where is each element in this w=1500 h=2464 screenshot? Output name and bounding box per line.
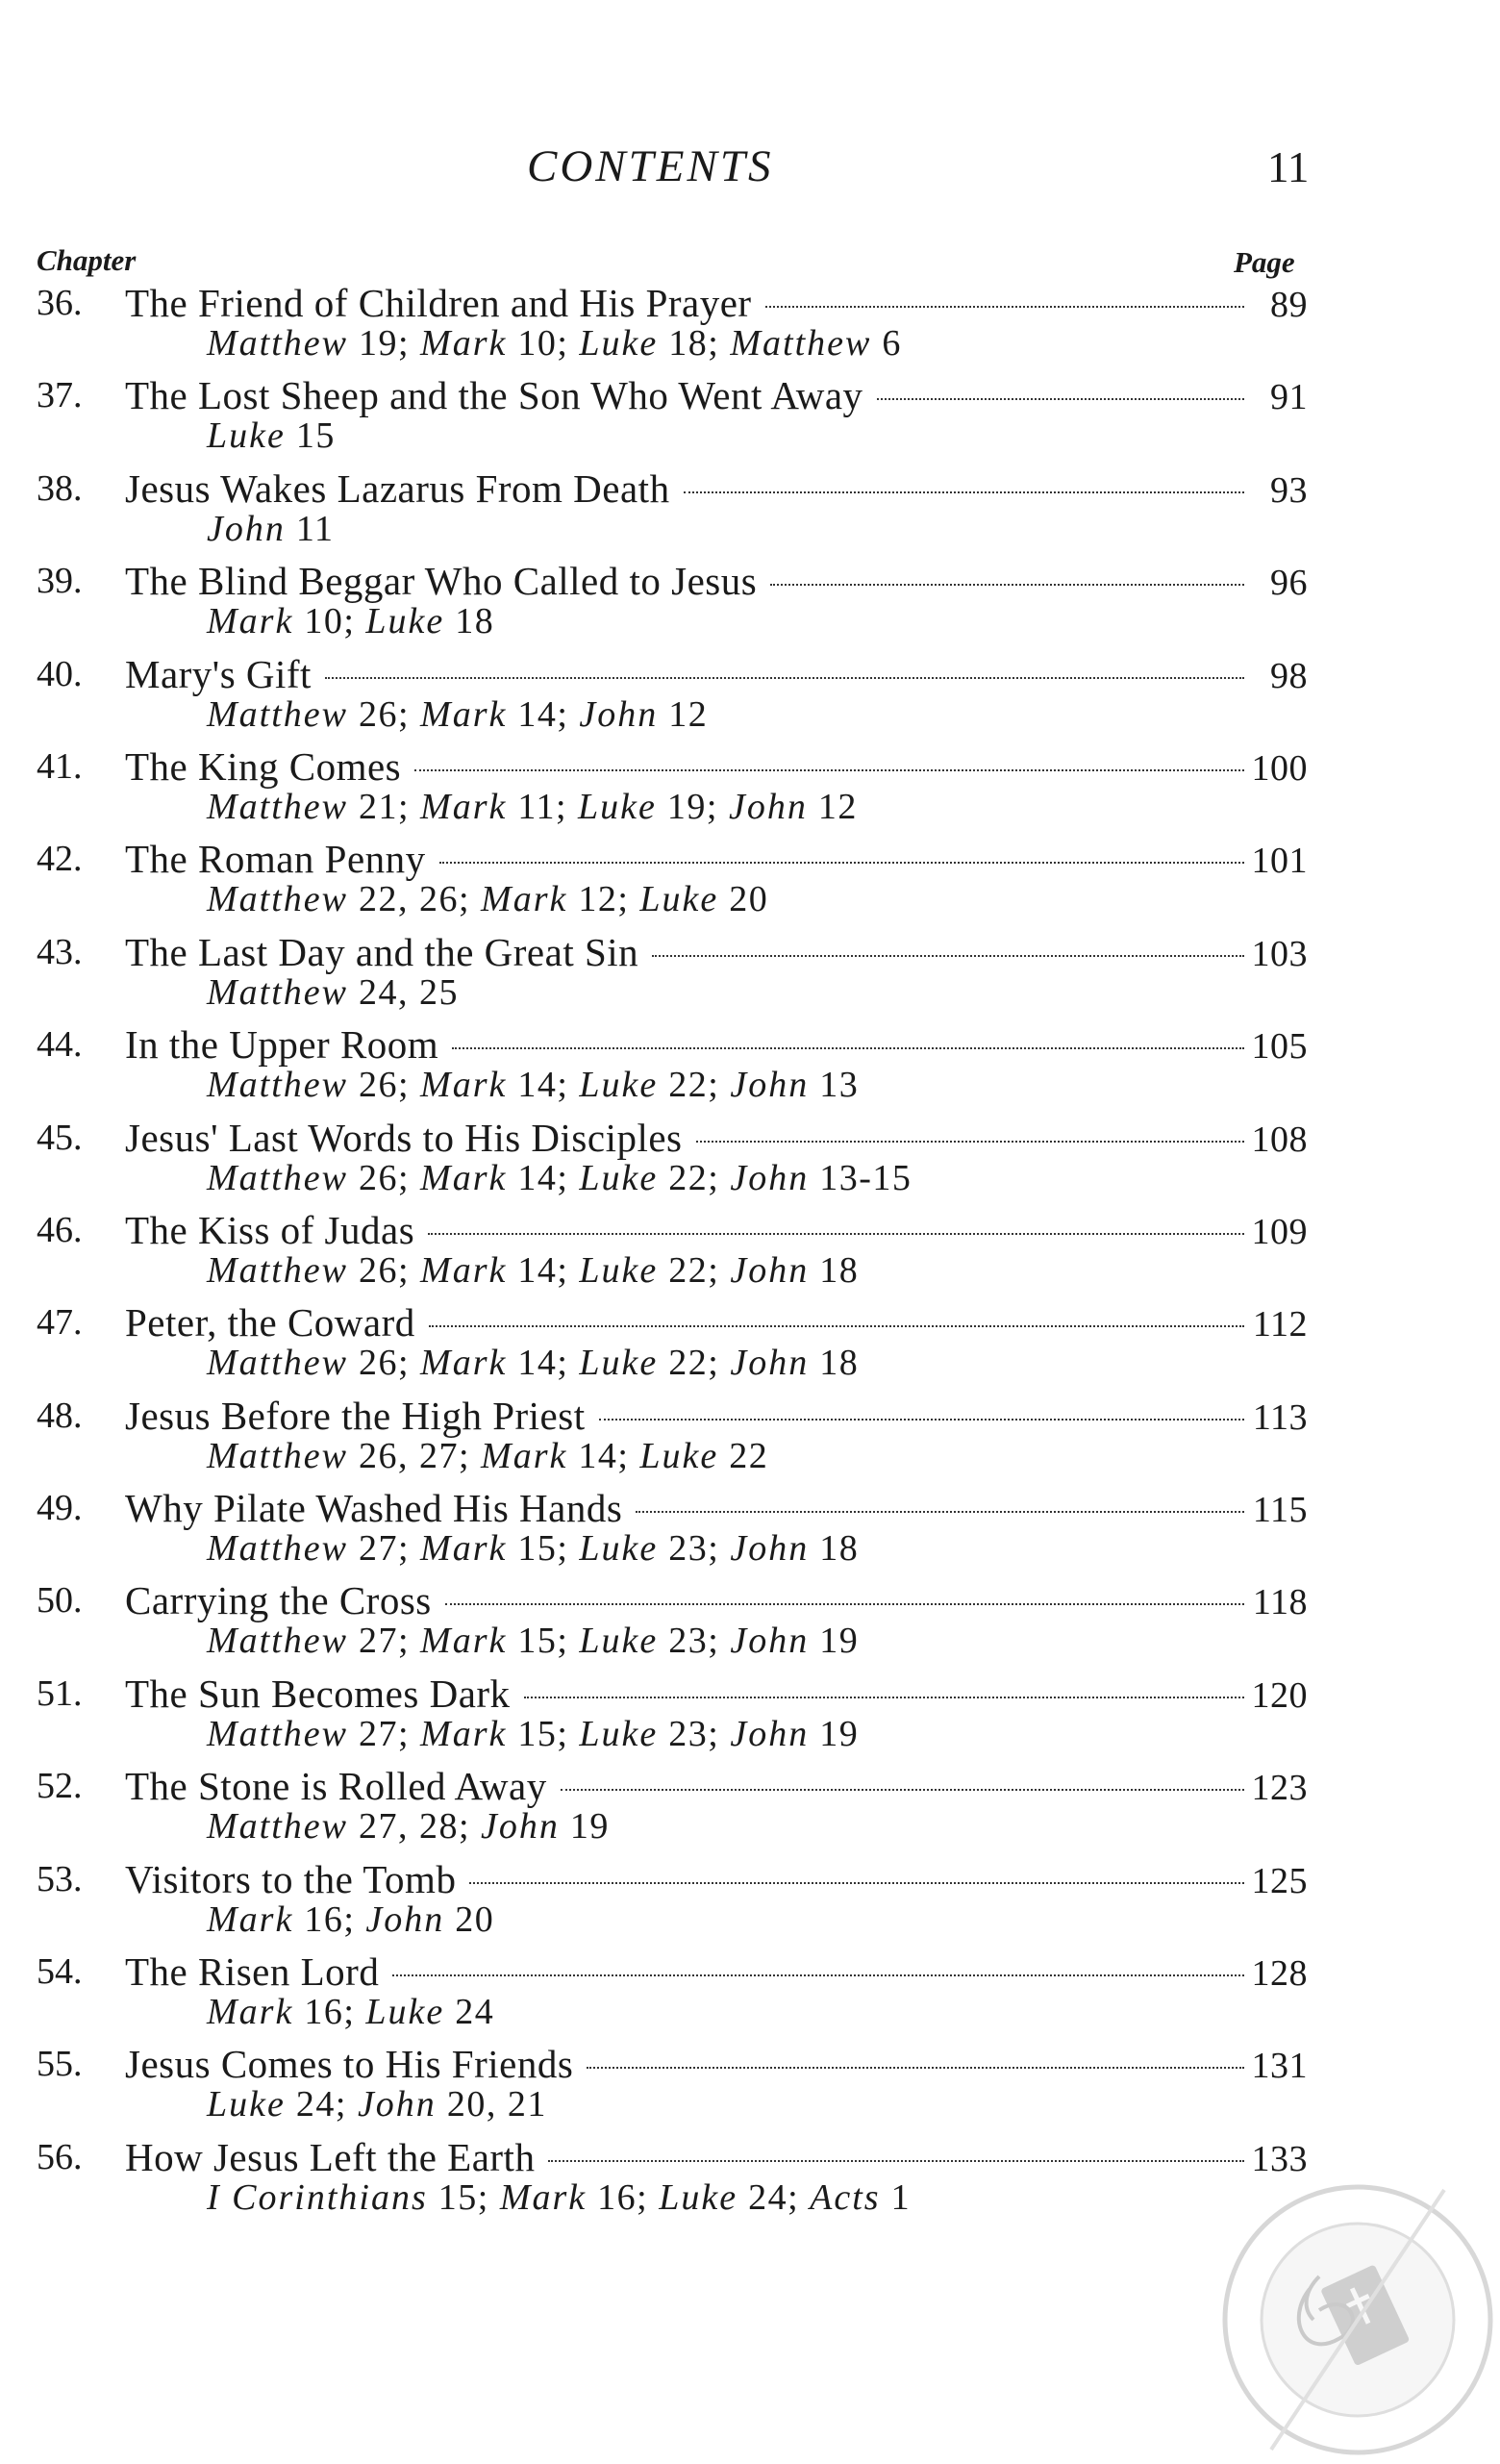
chapter-page-number: 98 <box>1270 655 1308 696</box>
scripture-references: Luke 24; John 20, 21 <box>207 2084 547 2125</box>
dot-leader <box>636 1510 1244 1513</box>
chapter-title: Jesus Before the High Priest <box>125 1393 586 1438</box>
toc-entry <box>0 465 1500 557</box>
chapter-title: The Sun Becomes Dark <box>125 1671 511 1716</box>
chapter-title: Mary's Gift <box>125 651 312 696</box>
chapter-page-number: 109 <box>1251 1211 1308 1252</box>
chapter-page-number: 113 <box>1252 1396 1308 1438</box>
chapter-number: 47. <box>37 1302 83 1344</box>
toc-entry <box>0 742 1500 835</box>
chapter-title: The King Comes <box>125 743 402 789</box>
toc-entry <box>0 1392 1500 1484</box>
chapter-column-label: Chapter <box>37 243 137 277</box>
chapter-title: How Jesus Left the Earth <box>125 2134 536 2179</box>
scripture-references: Matthew 27; Mark 15; Luke 23; John 19 <box>207 1621 860 1662</box>
chapter-page-number: 101 <box>1251 841 1308 882</box>
dot-leader <box>599 1418 1244 1421</box>
chapter-title: Peter, the Coward <box>125 1300 415 1345</box>
chapter-number: 52. <box>37 1766 83 1807</box>
dot-leader <box>429 1324 1244 1327</box>
page-column-label: Page <box>1234 245 1295 279</box>
dot-leader <box>439 861 1244 864</box>
chapter-page-number: 128 <box>1251 1953 1308 1995</box>
chapter-page-number: 91 <box>1270 377 1308 418</box>
chapter-page-number: 123 <box>1251 1768 1308 1809</box>
table-of-contents <box>0 279 1500 2225</box>
toc-entry <box>0 1670 1500 1762</box>
page-title: CONTENTS <box>527 141 774 191</box>
chapter-number: 55. <box>37 2044 83 2085</box>
column-headings <box>0 243 1500 282</box>
chapter-title: The Blind Beggar Who Called to Jesus <box>125 559 758 604</box>
chapter-number: 44. <box>37 1024 83 1066</box>
dot-leader <box>696 1140 1244 1143</box>
chapter-title: Jesus' Last Words to His Disciples <box>125 1115 683 1160</box>
toc-entry <box>0 279 1500 371</box>
chapter-title: The Last Day and the Great Sin <box>125 929 639 974</box>
scripture-references: Matthew 26; Mark 14; John 12 <box>207 693 709 735</box>
chapter-number: 41. <box>37 745 83 787</box>
chapter-number: 43. <box>37 931 83 972</box>
dot-leader <box>469 1881 1243 1884</box>
chapter-page-number: 103 <box>1251 933 1308 974</box>
toc-entry <box>0 2040 1500 2132</box>
chapter-number: 48. <box>37 1395 83 1436</box>
chapter-number: 46. <box>37 1209 83 1250</box>
chapter-number: 37. <box>37 375 83 416</box>
toc-entry <box>0 1206 1500 1298</box>
toc-entry <box>0 928 1500 1020</box>
chapter-title: The Lost Sheep and the Son Who Went Away <box>125 373 863 418</box>
scripture-references: Matthew 27, 28; John 19 <box>207 1806 610 1848</box>
chapter-title: The Kiss of Judas <box>125 1207 415 1252</box>
chapter-number: 56. <box>37 2136 83 2177</box>
dot-leader <box>561 1788 1244 1791</box>
scripture-references: Matthew 27; Mark 15; Luke 23; John 19 <box>207 1713 860 1754</box>
dot-leader <box>765 305 1244 308</box>
dot-leader <box>684 490 1244 493</box>
scripture-references: Matthew 19; Mark 10; Luke 18; Matthew 6 <box>207 323 902 364</box>
dot-leader <box>548 2159 1243 2162</box>
chapter-page-number: 105 <box>1251 1026 1308 1068</box>
chapter-page-number: 108 <box>1251 1119 1308 1160</box>
dot-leader <box>445 1602 1244 1605</box>
chapter-title: In the Upper Room <box>125 1022 439 1068</box>
chapter-title: Jesus Wakes Lazarus From Death <box>125 465 670 511</box>
toc-entry <box>0 1855 1500 1948</box>
scripture-references: Matthew 26; Mark 14; Luke 22; John 13 <box>207 1065 860 1106</box>
chapter-number: 36. <box>37 283 83 323</box>
dot-leader <box>587 2066 1243 2069</box>
dot-leader <box>428 1232 1243 1235</box>
chapter-title: The Risen Lord <box>125 1949 380 1995</box>
chapter-page-number: 125 <box>1251 1860 1308 1901</box>
scripture-references: Mark 16; Luke 24 <box>207 1992 495 2033</box>
toc-entry <box>0 557 1500 649</box>
toc-entry <box>0 371 1500 464</box>
scripture-references: Mark 10; Luke 18 <box>207 601 495 642</box>
toc-entry <box>0 1020 1500 1113</box>
chapter-page-number: 120 <box>1251 1674 1308 1716</box>
chapter-title: Why Pilate Washed His Hands <box>125 1486 623 1531</box>
toc-entry <box>0 650 1500 742</box>
chapter-number: 38. <box>37 467 83 509</box>
toc-entry <box>0 1762 1500 1854</box>
scripture-references: Matthew 24, 25 <box>207 971 459 1013</box>
page-number: 11 <box>1267 143 1310 191</box>
chapter-number: 54. <box>37 1951 83 1993</box>
scripture-references: Matthew 26, 27; Mark 14; Luke 22 <box>207 1435 769 1476</box>
toc-entry <box>0 1298 1500 1391</box>
scripture-references: Matthew 26; Mark 14; Luke 22; John 13-15 <box>207 1157 912 1198</box>
chapter-title: The Stone is Rolled Away <box>125 1764 547 1809</box>
scripture-references: Matthew 22, 26; Mark 12; Luke 20 <box>207 879 769 920</box>
chapter-page-number: 100 <box>1251 747 1308 789</box>
dot-leader <box>770 583 1244 586</box>
chapter-page-number: 96 <box>1270 563 1308 604</box>
scripture-references: Luke 15 <box>207 415 336 457</box>
toc-entry <box>0 1484 1500 1576</box>
dot-leader <box>414 768 1243 771</box>
dot-leader <box>392 1974 1243 1976</box>
chapter-number: 53. <box>37 1858 83 1899</box>
scripture-references: Matthew 26; Mark 14; Luke 22; John 18 <box>207 1343 860 1384</box>
watermark-stamp-logo <box>1213 2175 1500 2464</box>
toc-entry <box>0 1948 1500 2040</box>
toc-entry <box>0 1114 1500 1206</box>
chapter-title: Carrying the Cross <box>125 1578 432 1623</box>
chapter-number: 39. <box>37 561 83 602</box>
scripture-references: I Corinthians 15; Mark 16; Luke 24; Acts 1 <box>207 2176 912 2218</box>
dot-leader <box>877 397 1244 400</box>
scripture-references: Matthew 27; Mark 15; Luke 23; John 18 <box>207 1528 860 1570</box>
chapter-number: 42. <box>37 839 83 880</box>
running-head <box>0 140 1500 198</box>
chapter-page-number: 112 <box>1252 1304 1308 1345</box>
chapter-number: 51. <box>37 1672 83 1714</box>
chapter-page-number: 93 <box>1270 469 1308 511</box>
chapter-page-number: 89 <box>1270 285 1308 325</box>
chapter-number: 40. <box>37 653 83 694</box>
scripture-references: John 11 <box>207 508 335 549</box>
chapter-page-number: 131 <box>1251 2046 1308 2087</box>
dot-leader <box>652 954 1243 957</box>
chapter-title: The Friend of Children and His Prayer <box>125 281 752 325</box>
scripture-references: Matthew 26; Mark 14; Luke 22; John 18 <box>207 1249 860 1291</box>
dot-leader <box>524 1696 1244 1698</box>
chapter-number: 45. <box>37 1117 83 1158</box>
chapter-number: 49. <box>37 1488 83 1529</box>
dot-leader <box>325 676 1244 679</box>
scripture-references: Mark 16; John 20 <box>207 1898 495 1940</box>
toc-entry <box>0 835 1500 927</box>
dot-leader <box>452 1046 1243 1049</box>
scripture-references: Matthew 21; Mark 11; Luke 19; John 12 <box>207 786 858 827</box>
chapter-title: The Roman Penny <box>125 837 426 882</box>
chapter-title: Jesus Comes to His Friends <box>125 2042 574 2087</box>
toc-entry <box>0 1576 1500 1669</box>
chapter-page-number: 115 <box>1252 1490 1308 1531</box>
chapter-title: Visitors to the Tomb <box>125 1856 457 1901</box>
chapter-page-number: 133 <box>1251 2138 1308 2179</box>
chapter-page-number: 118 <box>1252 1582 1308 1623</box>
chapter-number: 50. <box>37 1580 83 1622</box>
